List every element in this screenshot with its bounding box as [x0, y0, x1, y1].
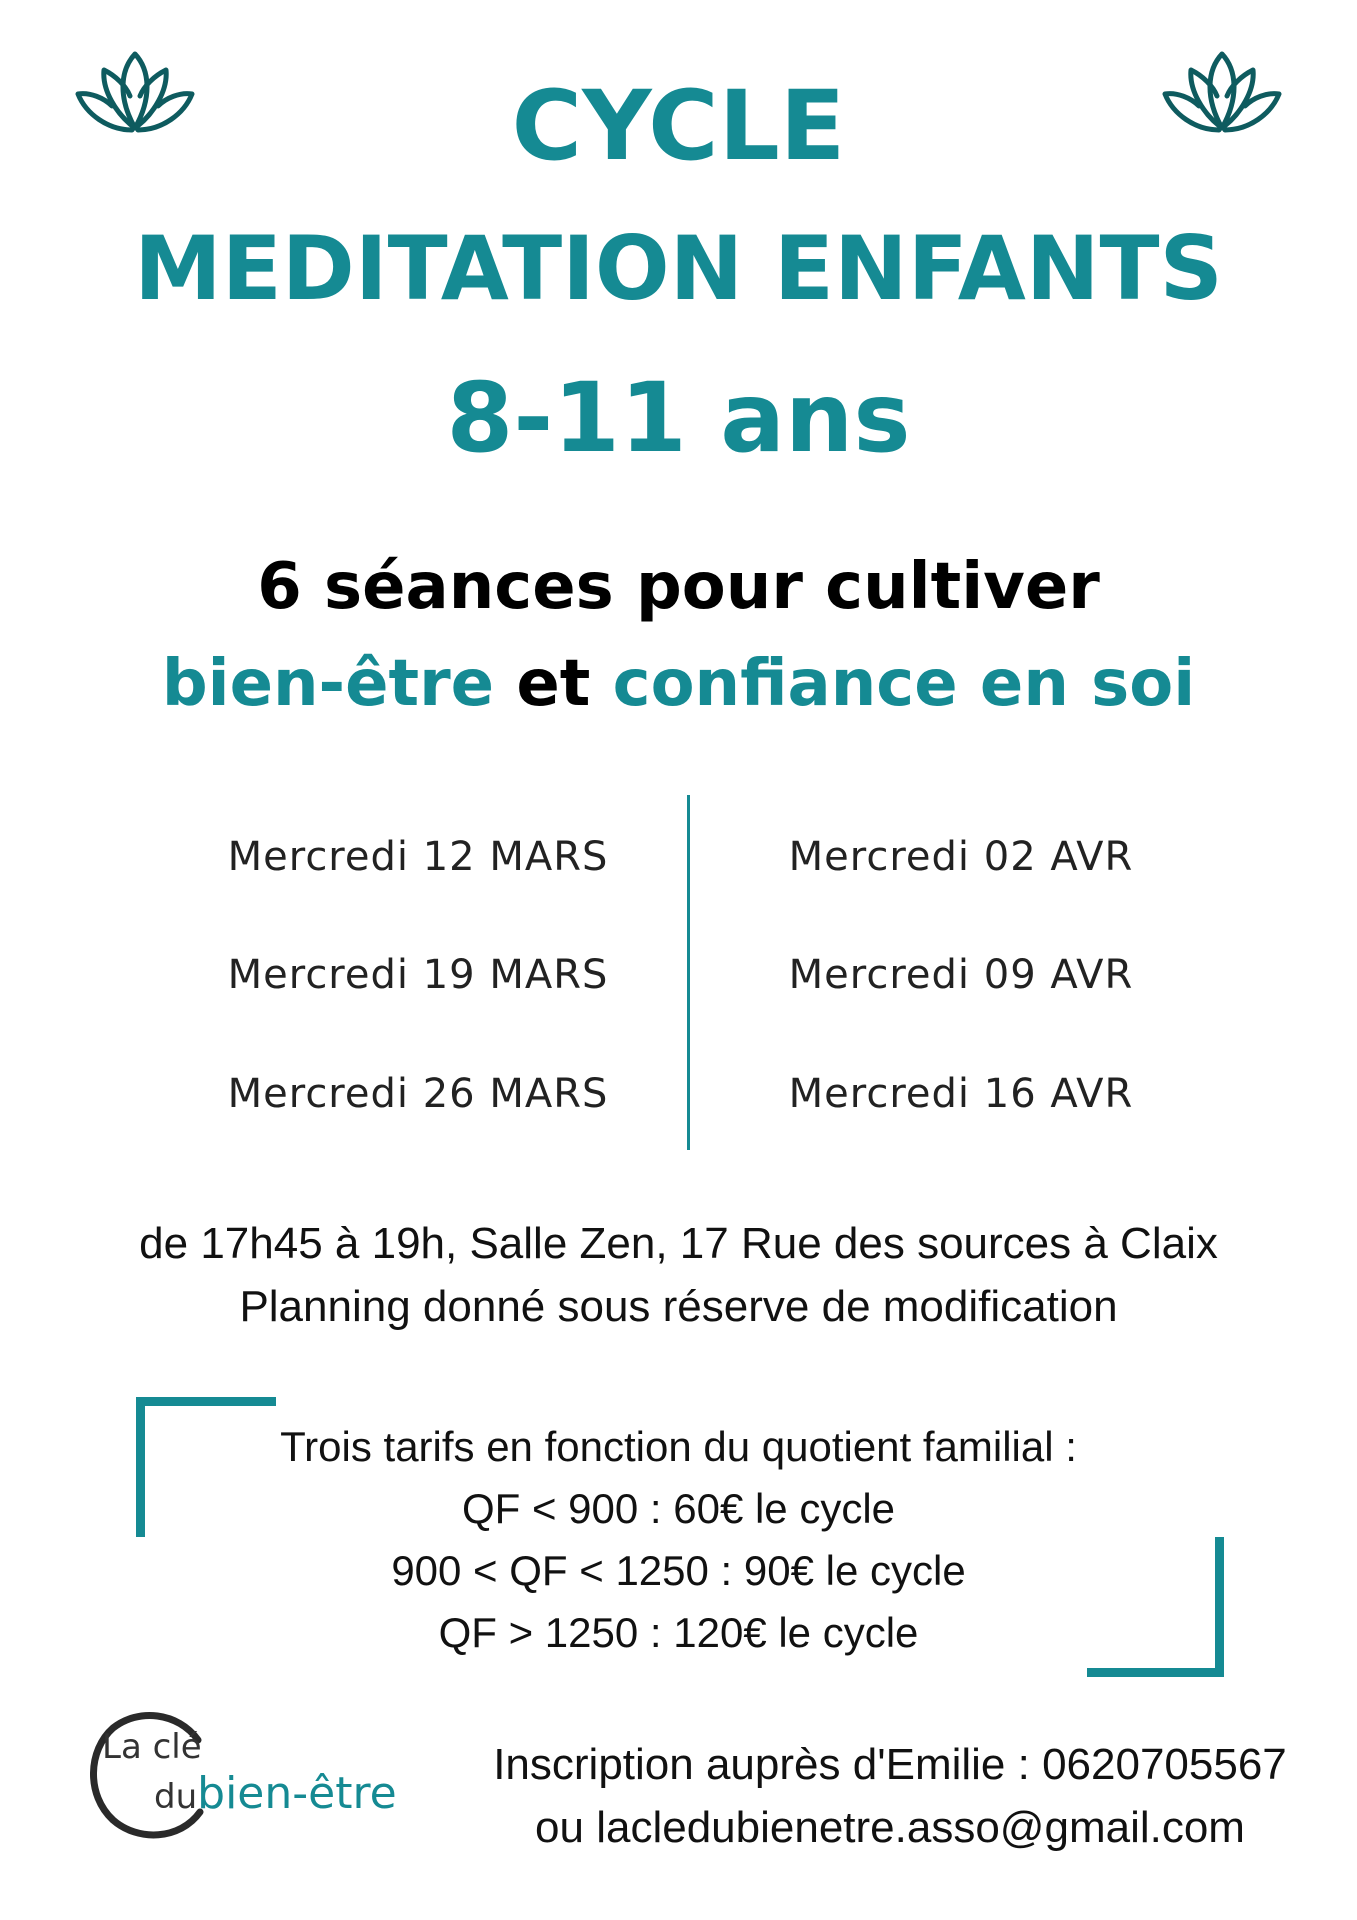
tarifs-heading: Trois tarifs en fonction du quotient familial :: [280, 1423, 1077, 1470]
tagline-et: et: [516, 647, 591, 721]
logo-bien-etre: bien-être: [197, 1768, 397, 1819]
tagline-confiance: confiance en soi: [612, 647, 1196, 721]
bracket-top-left-horizontal: [136, 1397, 276, 1406]
tagline-line1: 6 séances pour cultiver: [257, 550, 1100, 624]
title-age-range: 8-11 ans: [446, 362, 911, 474]
date-left-1: Mercredi 12 MARS: [227, 834, 609, 880]
contact-phone: Inscription auprès d'Emilie : 0620705567: [493, 1740, 1287, 1789]
tarif-line-1: QF < 900 : 60€ le cycle: [461, 1485, 896, 1532]
tagline-bien-etre: bien-être: [161, 647, 495, 721]
logo-line2: [154, 1768, 397, 1819]
planning-note: Planning donné sous réserve de modification: [239, 1282, 1118, 1331]
tagline-line2: [0, 647, 1357, 721]
tarif-line-3: QF > 1250 : 120€ le cycle: [438, 1609, 919, 1656]
tarif-line-2: 900 < QF < 1250 : 90€ le cycle: [391, 1547, 966, 1594]
title-cycle: CYCLE: [511, 70, 846, 182]
location-text: de 17h45 à 19h, Salle Zen, 17 Rue des sources à Claix: [139, 1219, 1218, 1268]
contact-email[interactable]: ou lacledubienetre.asso@gmail.com: [535, 1803, 1245, 1852]
bracket-bottom-right-horizontal: [1087, 1668, 1224, 1677]
date-left-3: Mercredi 26 MARS: [227, 1071, 609, 1117]
logo: [78, 1700, 438, 1850]
date-left-2: Mercredi 19 MARS: [227, 952, 609, 998]
logo-du: du: [154, 1777, 198, 1817]
date-right-1: Mercredi 02 AVR: [788, 834, 1134, 880]
title-meditation-enfants: MEDITATION ENFANTS: [134, 217, 1223, 320]
date-right-3: Mercredi 16 AVR: [788, 1071, 1134, 1117]
dates-divider: [687, 795, 690, 1150]
date-right-2: Mercredi 09 AVR: [788, 952, 1134, 998]
logo-line1: La clé: [102, 1727, 202, 1767]
